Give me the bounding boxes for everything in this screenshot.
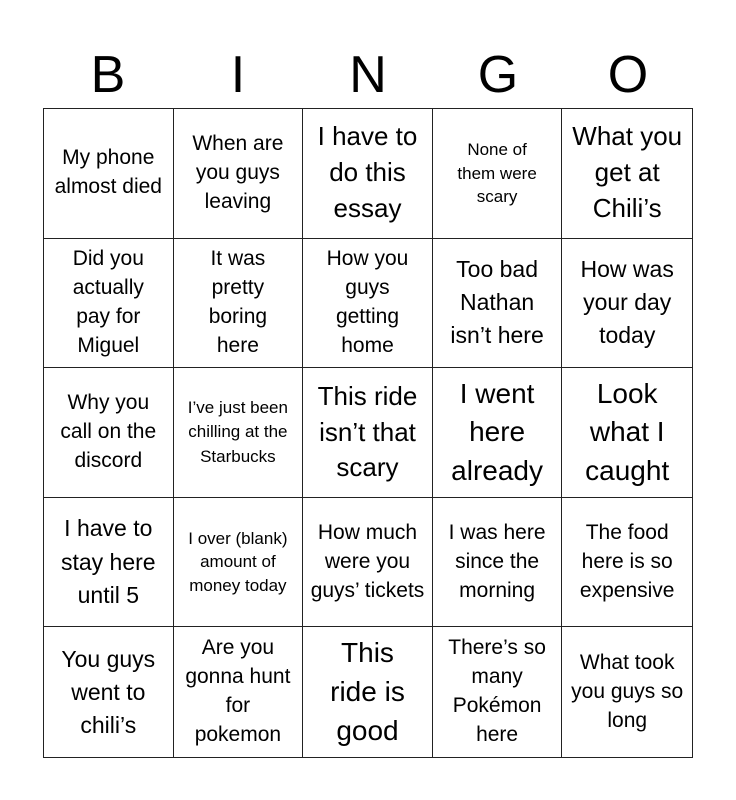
bingo-cell-r5-c1[interactable] <box>44 627 174 757</box>
bingo-cell-r2-c2[interactable] <box>174 239 304 369</box>
bingo-cell-text: I have to stay here until 5 <box>60 515 156 608</box>
bingo-cell-text: I over (blank) amount of money today <box>188 528 288 595</box>
bingo-cell-r2-c4[interactable] <box>433 239 563 369</box>
bingo-cell-r2-c5[interactable] <box>562 239 692 369</box>
bingo-cell-text: This ride is good <box>330 637 405 746</box>
bingo-cell-r3-c5[interactable] <box>562 368 692 498</box>
bingo-cell-text: It was pretty boring here <box>208 246 268 357</box>
bingo-cell-text: The food here is so expensive <box>579 520 675 602</box>
bingo-cell-text: Too bad Nathan isn’t here <box>450 256 544 349</box>
bingo-cell-text: I was here since the morning <box>448 520 546 602</box>
header-letter-b: B <box>90 46 126 104</box>
bingo-cell-r1-c1[interactable] <box>44 109 174 239</box>
bingo-cell-text: How was your day today <box>580 256 674 349</box>
bingo-header <box>43 42 693 108</box>
bingo-cell-text: This ride isn’t that scary <box>317 380 418 483</box>
bingo-cell-text: I have to do this essay <box>317 121 418 224</box>
bingo-cell-text: What took you guys so long <box>571 650 684 732</box>
bingo-cell-r2-c3[interactable] <box>303 239 433 369</box>
bingo-cell-text: When are you guys leaving <box>192 131 284 213</box>
bingo-cell-r2-c1[interactable] <box>44 239 174 369</box>
bingo-cell-r5-c4[interactable] <box>433 627 563 757</box>
bingo-cell-r4-c1[interactable] <box>44 498 174 628</box>
bingo-cell-text: What you get at Chili’s <box>572 121 683 224</box>
bingo-cell-r3-c4[interactable] <box>433 368 563 498</box>
bingo-cell-text: Look what I caught <box>585 377 670 486</box>
bingo-cell-text: My phone almost died <box>54 146 162 199</box>
bingo-cell-r5-c3[interactable] <box>303 627 433 757</box>
bingo-cell-text: I’ve just been chilling at the Starbucks <box>187 398 288 466</box>
bingo-cell-r3-c2[interactable] <box>174 368 304 498</box>
bingo-cell-r3-c1[interactable] <box>44 368 174 498</box>
bingo-cell-r4-c4[interactable] <box>433 498 563 628</box>
bingo-cell-r5-c2[interactable] <box>174 627 304 757</box>
bingo-cell-text: There’s so many Pokémon here <box>448 636 546 747</box>
bingo-cell-text: Are you gonna hunt for pokemon <box>185 636 291 747</box>
bingo-cell-text: Did you actually pay for Miguel <box>72 246 144 357</box>
bingo-cell-r4-c5[interactable] <box>562 498 692 628</box>
bingo-board <box>43 108 693 758</box>
bingo-cell-text: How much were you guys’ tickets <box>310 520 425 602</box>
bingo-cell-text: How you guys getting home <box>326 246 409 357</box>
bingo-cell-text: Why you call on the discord <box>60 391 157 472</box>
header-letter-i: I <box>230 46 246 104</box>
bingo-cell-r3-c3[interactable] <box>303 368 433 498</box>
bingo-cell-text: None of them were scary <box>457 140 537 207</box>
bingo-cell-r4-c2[interactable] <box>174 498 304 628</box>
bingo-cell-r4-c3[interactable] <box>303 498 433 628</box>
header-letter-g: G <box>477 46 519 104</box>
bingo-cell-text: I went here already <box>451 377 544 486</box>
bingo-cell-r5-c5[interactable] <box>562 627 692 757</box>
bingo-cell-r1-c2[interactable] <box>174 109 304 239</box>
bingo-cell-r1-c5[interactable] <box>562 109 692 239</box>
bingo-cell-text: You guys went to chili’s <box>61 645 156 738</box>
header-letter-o: O <box>607 46 649 104</box>
bingo-cell-r1-c4[interactable] <box>433 109 563 239</box>
header-letter-n: N <box>349 46 387 104</box>
bingo-cell-r1-c3[interactable] <box>303 109 433 239</box>
